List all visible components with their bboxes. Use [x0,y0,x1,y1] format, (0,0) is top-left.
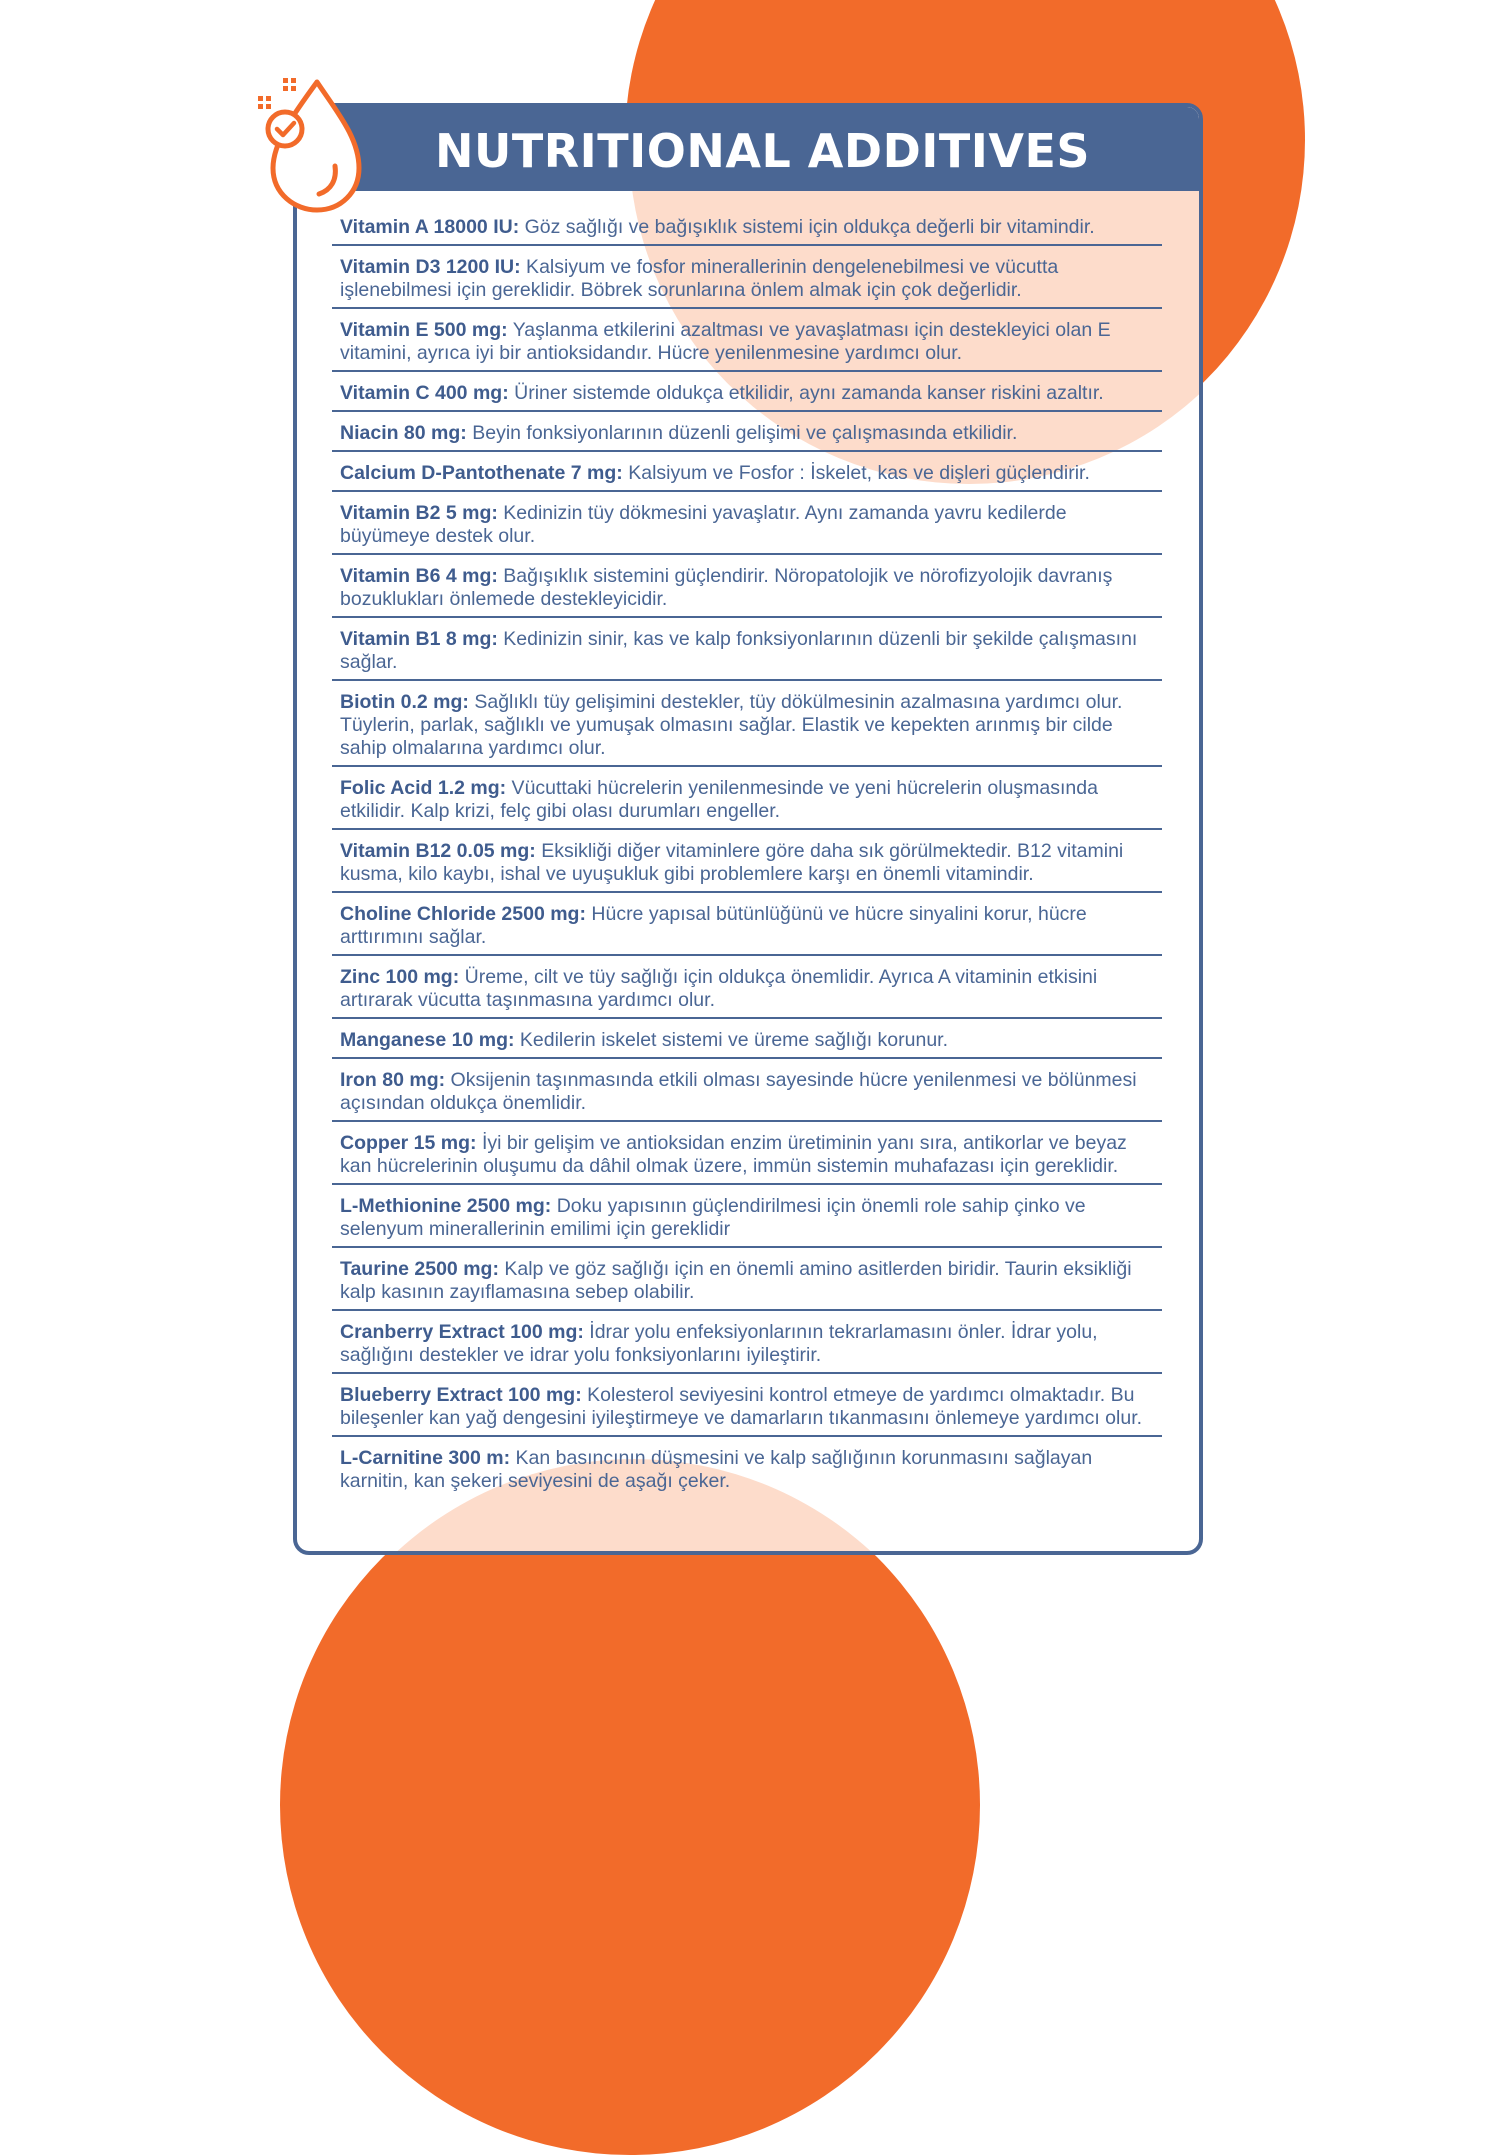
additive-name: Zinc 100 mg: [340,966,460,988]
additive-name: Vitamin B6 4 mg: [340,565,498,587]
additive-description: İdrar yolu enfeksiyonlarının tekrarlamasını önler. İdrar yolu, sağlığını destekler ve idrar yolu fonksiyonlarını iyileştirir. [340,1321,1098,1366]
additive-entry [332,966,1162,1019]
page-title: NUTRITIONAL ADDITIVES [435,124,1091,178]
additive-name: Cranberry Extract 100 mg: [340,1321,584,1343]
additive-name: Taurine 2500 mg: [340,1258,499,1280]
additive-entry [332,1258,1162,1311]
additive-name: Vitamin A 18000 IU: [340,216,520,238]
additive-name: Blueberry Extract 100 mg: [340,1384,582,1406]
additive-description: İyi bir gelişim ve antioksidan enzim üretiminin yanı sıra, antikorlar ve beyaz kan hücrelerinin oluşumu da dâhil olmak üzere, immün sistemin muhafazası için gereklidir. [340,1132,1127,1177]
additive-entry [332,422,1162,452]
additive-description: Kedinizin tüy dökmesini yavaşlatır. Aynı zamanda yavru kedilerde büyümeye destek olur. [340,502,1067,547]
additive-description: Sağlıklı tüy gelişimini destekler, tüy dökülmesinin azalmasına yardımcı olur. Tüylerin, parlak, sağlıklı ve yumuşak olmasını sağlar. Elastik ve kepekten arınmış bir cilde sahip olmalarına yardımcı olur. [340,691,1123,759]
additive-name: Choline Chloride 2500 mg: [340,903,586,925]
additive-name: Vitamin B1 8 mg: [340,628,498,650]
additive-name: Vitamin E 500 mg: [340,319,508,341]
additive-name: L-Carnitine 300 m: [340,1447,511,1469]
additive-description: Göz sağlığı ve bağışıklık sistemi için oldukça değerli bir vitamindir. [519,216,1095,238]
additive-description: Kedinizin sinir, kas ve kalp fonksiyonlarının düzenli bir şekilde çalışmasını sağlar. [340,628,1138,673]
additive-entry [332,903,1162,956]
additive-entry [332,1195,1162,1248]
additive-description: Vücuttaki hücrelerin yenilenmesinde ve yeni hücrelerin oluşmasında etkilidir. Kalp krizi, felç gibi olası durumları engeller. [340,777,1098,822]
additive-description: Yaşlanma etkilerini azaltması ve yavaşlatması için destekleyici olan E vitamini, ayrıca iyi bir antioksidandır. Hücre yenilenmesine yardımcı olur. [340,319,1111,364]
additive-entry [332,502,1162,555]
additive-entry [332,462,1162,492]
additive-description: Üreme, cilt ve tüy sağlığı için oldukça önemlidir. Ayrıca A vitaminin etkisini artırarak vücutta taşınmasına yardımcı olur. [340,966,1098,1011]
additive-description: Eksikliği diğer vitaminlere göre daha sık görülmektedir. B12 vitamini kusma, kilo kaybı, ishal ve uyuşukluk gibi problemlere karşı en önemli vitamindir. [340,840,1124,885]
additive-description: Kalsiyum ve Fosfor : İskelet, kas ve dişleri güçlendirir. [622,462,1090,484]
additive-entry [332,1132,1162,1185]
additive-description: Kedilerin iskelet sistemi ve üreme sağlığı korunur. [514,1029,949,1051]
additive-description: Hücre yapısal bütünlüğünü ve hücre sinyalini korur, hücre arttırımını sağlar. [340,903,1087,948]
additive-entry [332,1029,1162,1059]
additive-description: Bağışıklık sistemini güçlendirir. Nöropatolojik ve nörofizyolojik davranış bozuklukları önlemede destekleyicidir. [340,565,1113,610]
additive-entry [332,319,1162,372]
additive-name: Copper 15 mg: [340,1132,477,1154]
additive-name: Manganese 10 mg: [340,1029,515,1051]
additive-description: Kan basıncının düşmesini ve kalp sağlığının korunmasını sağlayan karnitin, kan şekeri seviyesini de aşağı çeker. [340,1447,1093,1492]
orange-circle-bottom [280,1455,980,2155]
additive-name: L-Methionine 2500 mg: [340,1195,552,1217]
additive-description: Doku yapısının güçlendirilmesi için önemli role sahip çinko ve selenyum minerallerinin emilimi için gereklidir [340,1195,1086,1240]
additive-entry [332,840,1162,893]
nutrition-card [293,103,1203,1555]
additive-entry [332,256,1162,309]
additive-entry [332,216,1162,246]
additive-description: Oksijenin taşınmasında etkili olması sayesinde hücre yenilenmesi ve bölünmesi açısından oldukça önemlidir. [340,1069,1137,1114]
additive-name: Biotin 0.2 mg: [340,691,469,713]
additives-list [332,216,1162,1508]
additive-name: Calcium D-Pantothenate 7 mg: [340,462,623,484]
additive-entry [332,691,1162,767]
additive-entry [332,1384,1162,1437]
additive-description: Kalp ve göz sağlığı için en önemli amino asitlerden biridir. Taurin eksikliği kalp kasının zayıflamasına sebep olabilir. [340,1258,1132,1303]
additive-description: Beyin fonksiyonlarının düzenli gelişimi ve çalışmasında etkilidir. [466,422,1018,444]
additive-entry [332,777,1162,830]
additive-name: Niacin 80 mg: [340,422,467,444]
water-drop-check-icon [255,72,375,222]
additive-name: Vitamin D3 1200 IU: [340,256,521,278]
additive-entry [332,382,1162,412]
additive-entry [332,565,1162,618]
card-header [297,107,1199,191]
additive-description: Kolesterol seviyesini kontrol etmeye de yardımcı olmaktadır. Bu bileşenler kan yağ dengesini iyileştirmeye ve damarların tıkanmasını önlemeye yardımcı olur. [340,1384,1143,1429]
additive-entry [332,1069,1162,1122]
additive-name: Vitamin B2 5 mg: [340,502,498,524]
additive-name: Iron 80 mg: [340,1069,446,1091]
additive-name: Vitamin B12 0.05 mg: [340,840,536,862]
additive-name: Vitamin C 400 mg: [340,382,509,404]
additive-description: Kalsiyum ve fosfor minerallerinin dengelenebilmesi ve vücutta işlenebilmesi için gereklidir. Böbrek sorunlarına önlem almak için çok değerlidir. [340,256,1059,301]
additive-entry [332,628,1162,681]
additive-entry [332,1447,1162,1498]
additive-name: Folic Acid 1.2 mg: [340,777,507,799]
additive-description: Üriner sistemde oldukça etkilidir, aynı zamanda kanser riskini azaltır. [508,382,1104,404]
additive-entry [332,1321,1162,1374]
